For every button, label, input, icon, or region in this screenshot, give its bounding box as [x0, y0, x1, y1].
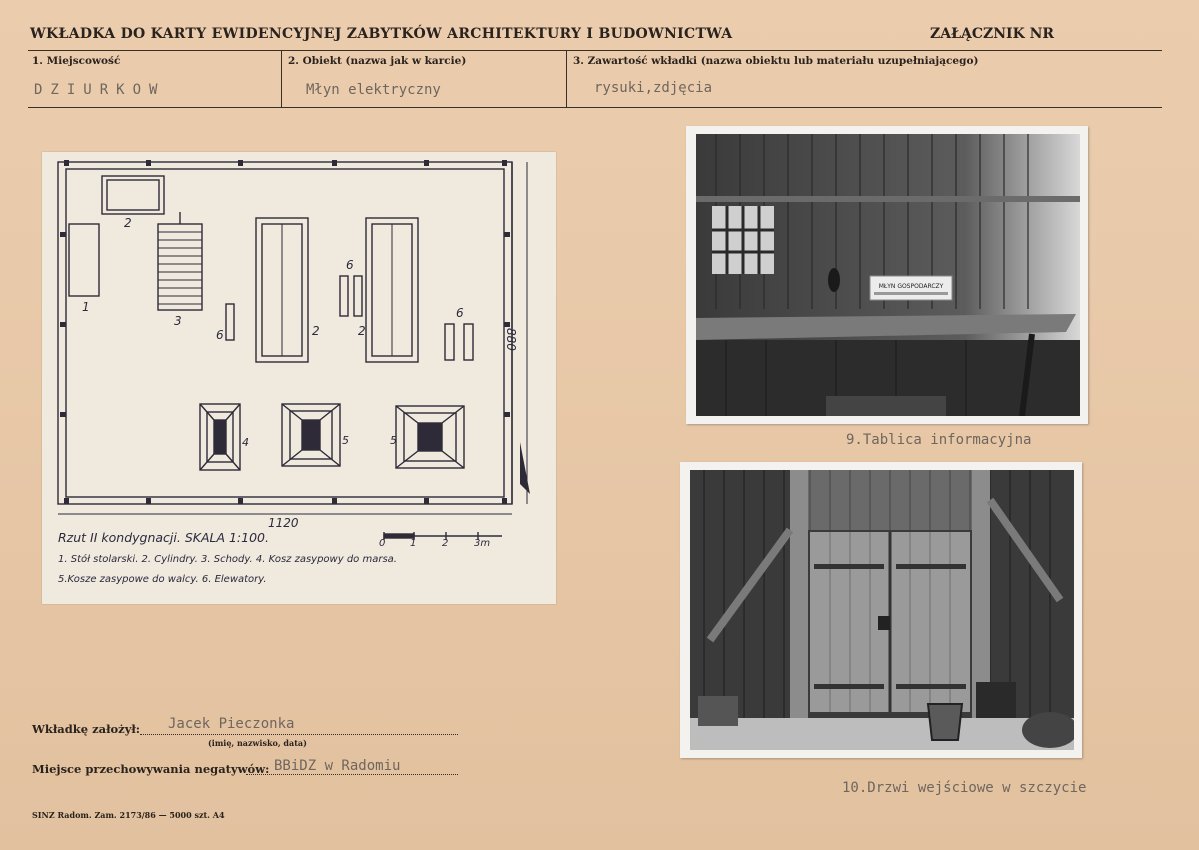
hopper-5b [396, 406, 464, 468]
content-label: 3. Zawartość wkładki (nazwa obiektu lub materiału uzupełniającego) [573, 55, 979, 67]
plan-label: 3 [174, 314, 182, 328]
dimension-right: 880 [504, 328, 518, 351]
photo-2-image [690, 470, 1074, 750]
floor-plan-drawing [42, 152, 556, 604]
storage-value: BBiDZ w Radomiu [274, 758, 401, 774]
photo-information-board [686, 126, 1088, 424]
field-divider-1 [281, 50, 282, 107]
photo-entrance-door [680, 462, 1082, 758]
sheet-title: WKŁADKA DO KARTY EWIDENCYJNEJ ZABYTKÓW ARCHITEKTURY I BUDOWNICTWA [30, 26, 733, 42]
plan-label: 6 [346, 258, 354, 272]
scale-tick: 2 [442, 538, 449, 549]
scale-tick: 0 [379, 538, 386, 549]
plan-label: 6 [456, 306, 464, 320]
content-value: rysuki,zdjęcia [594, 80, 713, 96]
plan-caption-legend-1: 1. Stół stolarski. 2. Cylindry. 3. Schody. 4. Kosz zasypowy do marsa. [58, 554, 397, 565]
dimension-bottom: 1120 [268, 516, 299, 530]
scale-tick: 1 [410, 538, 417, 549]
scale-tick: 3m [474, 538, 491, 549]
stairs [158, 224, 202, 310]
plan-label: 5 [342, 434, 349, 447]
locality-value: DZIURKOW [34, 82, 166, 98]
plan-label: 4 [242, 436, 249, 449]
founder-hint: (imię, nazwisko, data) [208, 738, 307, 748]
cylinder-top [102, 176, 164, 214]
photo-caption-2: 10.Drzwi wejściowe w szczycie [842, 780, 1087, 796]
wall-posts [60, 160, 510, 504]
plan-label: 1 [82, 300, 90, 314]
photo-1-image [696, 134, 1080, 416]
annex-label: ZAŁĄCZNIK NR [930, 26, 1055, 42]
object-value: Młyn elektryczny [306, 82, 441, 98]
elevator-3 [354, 276, 362, 316]
elevator-1 [226, 304, 234, 340]
plan-label: 2 [312, 324, 320, 338]
print-info: SINZ Radom. Zam. 2173/86 — 5000 szt. A4 [32, 810, 225, 820]
elevator-2 [340, 276, 348, 316]
plan-label: 2 [124, 216, 132, 230]
carpenter-table [69, 224, 99, 296]
founder-value: Jacek Pieczonka [168, 716, 295, 732]
header-rule [28, 50, 1162, 51]
plan-label: 6 [216, 328, 224, 342]
locality-label: 1. Miejscowość [32, 55, 121, 67]
photo-caption-1: 9.Tablica informacyjna [846, 432, 1032, 448]
elevator-4 [445, 324, 454, 360]
svg-text:MŁYN GOSPODARCZY: MŁYN GOSPODARCZY [878, 283, 944, 290]
storage-label: Miejsce przechowywania negatywów: [32, 762, 270, 776]
bucket [928, 704, 962, 740]
plan-label: 2 [358, 324, 366, 338]
storage-dotted-line [246, 774, 458, 775]
north-arrow [520, 442, 530, 494]
plan-caption-title: Rzut II kondygnacji. SKALA 1:100. [58, 530, 269, 545]
founder-dotted-line [140, 734, 458, 735]
object-label: 2. Obiekt (nazwa jak w karcie) [288, 55, 467, 67]
fields-rule [28, 107, 1162, 108]
founder-label: Wkładkę założył: [32, 722, 141, 736]
field-divider-2 [566, 50, 567, 107]
hopper-5a [282, 404, 340, 466]
hopper-4 [200, 404, 240, 470]
elevator-5 [464, 324, 473, 360]
plan-label: 5 [390, 434, 397, 447]
plan-caption-legend-2: 5.Kosze zasypowe do walcy. 6. Elewatory. [58, 574, 267, 585]
